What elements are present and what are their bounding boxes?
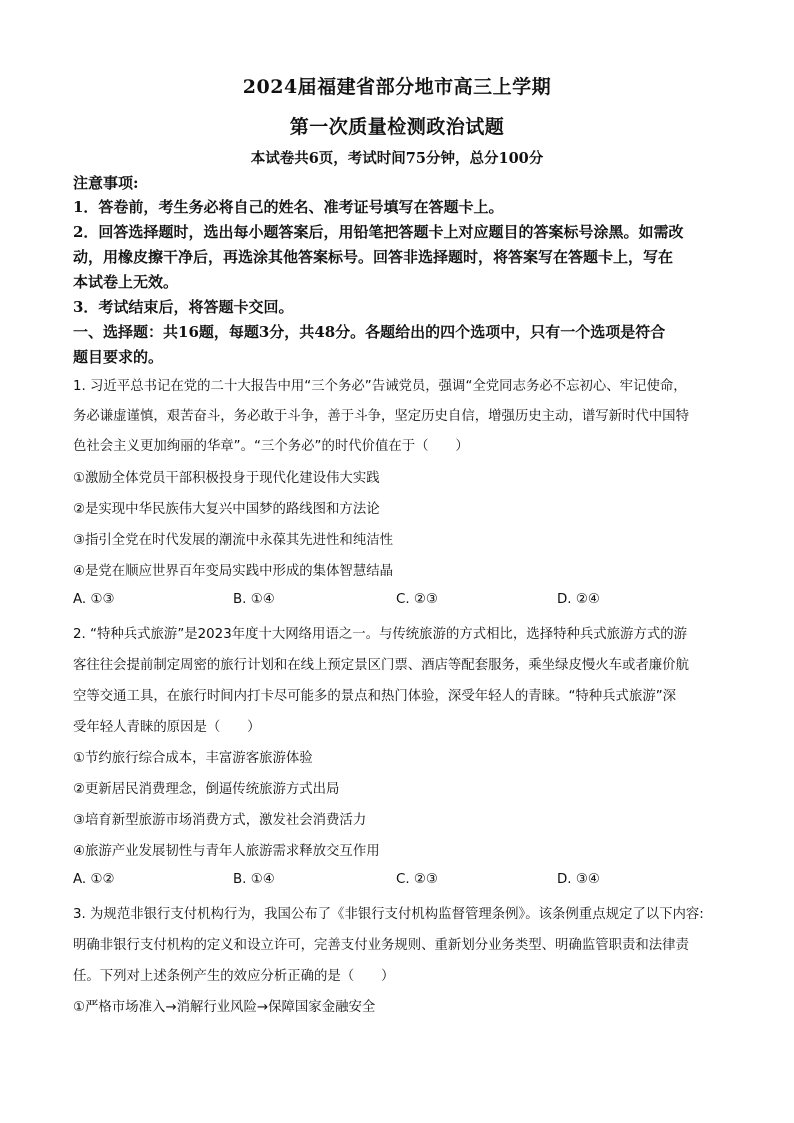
q1-option-b: B. ①④	[233, 592, 275, 607]
exam-info: 本试卷共6页，考试时间75分钟，总分100分	[250, 150, 544, 167]
q2-statement-2: ②更新居民消费理念，倒逼传统旅游方式出局	[73, 782, 340, 797]
notice-item-1: 1．答卷前，考生务必将自己的姓名、准考证号填写在答题卡上。	[73, 198, 504, 216]
q2-statement-3: ③培育新型旅游市场消费方式，激发社会消费活力	[73, 813, 367, 828]
q1-statement-4: ④是党在顺应世界百年变局实践中形成的集体智慧结晶	[73, 564, 393, 579]
q1-option-c: C. ②③	[396, 592, 438, 607]
section-heading-line-1: 一、选择题：共16题，每题3分，共48分。各题给出的四个选项中，只有一个选项是符合	[73, 323, 666, 341]
notice-item-2-line-3: 本试卷上无效。	[73, 273, 179, 291]
q1-statement-1: ①激励全体党员干部积极投身于现代化建设伟大实践	[73, 471, 380, 486]
notice-heading: 注意事项:	[73, 174, 139, 192]
q3-statement-1: ①严格市场准入→消解行业风险→保障国家金融安全	[73, 1000, 376, 1015]
q2-stem-line-1: 2. “特种兵式旅游”是2023年度十大网络用语之一。与传统旅游的方式相比，选择特种兵式旅游方式的游	[73, 627, 687, 642]
q2-stem-line-4: 受年轻人青睐的原因是（ ）	[73, 720, 261, 735]
q1-statement-3: ③指引全党在时代发展的潮流中永葆其先进性和纯洁性	[73, 533, 393, 548]
q2-option-a: A. ①②	[73, 872, 115, 887]
q3-stem-line-1: 3. 为规范非银行支付机构行为，我国公布了《非银行支付机构监督管理条例》。该条例重点规定了以下内容:	[73, 907, 704, 922]
q1-option-a: A. ①③	[73, 592, 115, 607]
q3-stem-line-2: 明确非银行支付机构的定义和设立许可，完善支付业务规则、重新划分业务类型、明确监管职责和法律责	[73, 938, 689, 953]
page-subtitle: 第一次质量检测政治试题	[289, 116, 505, 138]
q1-stem-line-3: 色社会主义更加绚丽的华章”。“三个务必”的时代价值在于（ ）	[73, 439, 469, 454]
notice-item-2-line-2: 动，用橡皮擦干净后，再选涂其他答案标号。回答非选择题时，将答案写在答题卡上，写在	[73, 248, 674, 266]
q2-option-b: B. ①④	[233, 872, 275, 887]
q2-statement-4: ④旅游产业发展韧性与青年人旅游需求释放交互作用	[73, 844, 380, 859]
notice-item-3: 3．考试结束后，将答题卡交回。	[73, 298, 294, 316]
q2-option-d: D. ③④	[557, 872, 600, 887]
q2-option-c: C. ②③	[396, 872, 438, 887]
q1-stem-line-2: 务必谦虚谨慎，艰苦奋斗，务必敢于斗争，善于斗争，坚定历史自信，增强历史主动，谱写新时代中国特	[73, 409, 689, 424]
page-title: 2024届福建省部分地市高三上学期	[242, 76, 552, 98]
q2-stem-line-2: 客往往会提前制定周密的旅行计划和在线上预定景区门票、酒店等配套服务，乘坐绿皮慢火车或者廉价航	[73, 658, 689, 673]
section-heading-line-2: 题目要求的。	[73, 348, 164, 366]
q3-stem-line-3: 任。下列对上述条例产生的效应分析正确的是（ ）	[73, 969, 395, 984]
q1-stem-line-1: 1. 习近平总书记在党的二十大报告中用“三个务必”告诫党员，强调“全党同志务必不忘初心、牢记使命，	[73, 379, 687, 394]
notice-item-2-line-1: 2．回答选择题时，选出每小题答案后，用铅笔把答题卡上对应题目的答案标号涂黑。如需改	[73, 223, 684, 241]
q1-option-d: D. ②④	[557, 592, 600, 607]
q2-statement-1: ①节约旅行综合成本，丰富游客旅游体验	[73, 751, 313, 766]
q1-statement-2: ②是实现中华民族伟大复兴中国梦的路线图和方法论	[73, 502, 380, 517]
q2-stem-line-3: 空等交通工具，在旅行时间内打卡尽可能多的景点和热门体验，深受年轻人的青睐。“特种兵式旅游”深	[73, 689, 677, 704]
